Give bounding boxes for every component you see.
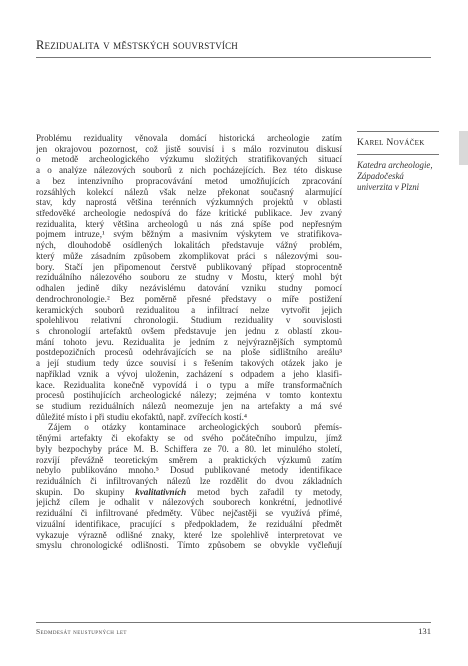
body-line: dendrochronologie.² Bez poměrně přesné představy o míře postižení bbox=[36, 293, 342, 304]
body-line-part: metod bych zařadil ty metody, bbox=[197, 486, 342, 497]
body-line: odhalen jedině díky nezávislému datování vzniku studny pomocí bbox=[36, 283, 342, 294]
chapter-title: Rezidualita v městských souvrstvích bbox=[36, 38, 238, 52]
body-line: nebylo publikováno mnoho.⁵ Dosud publikované metody identifikace bbox=[36, 465, 342, 476]
article-body bbox=[36, 133, 342, 551]
running-footer-title: Sedmdesát neustupných let bbox=[36, 627, 127, 636]
page-number: 131 bbox=[418, 626, 431, 636]
footer-divider bbox=[36, 622, 431, 623]
body-line: bory. Stačí jen připomenout čerstvě publikovaný případ stoprocentně bbox=[36, 261, 342, 272]
body-line: jejichž cílem je odhalit v nálezových souborech konkrétní, jednotlivé bbox=[36, 497, 342, 508]
title-divider bbox=[36, 57, 431, 58]
body-line: středověké archeologie nedospívá do fáze kritické publikace. Jev zvaný bbox=[36, 208, 342, 219]
body-line: rozvíjí převážně teoretickým směrem a praktických výzkumů zatím bbox=[36, 454, 342, 465]
body-line: a o analýze nálezových souborů z nich pocházejících. Bez této diskuse bbox=[36, 165, 342, 176]
body-line: byly bezpochyby práce M. B. Schiffera ze 70. a 80. let minulého století, bbox=[36, 443, 342, 454]
body-line: postdepozičních procesů odehrávajících se na ploše sídlištního areálu³ bbox=[36, 347, 342, 358]
body-line: Zájem o otázky kontaminace archeologických souborů přemís- bbox=[48, 422, 342, 433]
author-block bbox=[357, 133, 437, 193]
body-line: reziduální či infiltrované předměty. Vůbec nejčastěji se využívá přímé, bbox=[36, 508, 342, 519]
emphasis-word: kvalitativních bbox=[135, 486, 187, 497]
body-line: se studium reziduálních nálezů neomezuje jen na artefakty a má své bbox=[36, 400, 342, 411]
body-line: vizuální identifikace, pracující s předpokladem, že reziduální předmět bbox=[36, 518, 342, 529]
author-top-divider bbox=[357, 131, 439, 132]
body-line: smyslu chronologické odlišnosti. Tímto způsobem se obvykle vyčleňují bbox=[36, 540, 342, 551]
body-line: s chronologií artefaktů ovšem představuje jen jednu z oblastí zkou- bbox=[36, 325, 342, 336]
affiliation-line: Katedra archeologie, bbox=[357, 160, 433, 170]
body-line: těnými artefakty či ekofakty se od svého počátečního impulzu, jímž bbox=[36, 433, 342, 444]
body-line: stav, kdy naprostá většina terénních výzkumných projektů v oblasti bbox=[36, 197, 342, 208]
body-line: spolehlivou relativní chronologii. Studium reziduality v souvislosti bbox=[36, 315, 342, 326]
body-line: například vznik a vývoj uloženin, zacházení s odpadem a jeho klasifi- bbox=[36, 368, 342, 379]
affiliation-line: univerzita v Plzni bbox=[357, 182, 420, 192]
body-line: důležité místo i při studiu ekofaktů, např. zvířecích kostí.⁴ bbox=[36, 411, 248, 422]
body-line: kace. Rezidualita konečně vypovídá i o typu a míře transformačních bbox=[36, 379, 342, 390]
body-line: a její studium tedy úzce souvisí i s řešením takových otázek jako je bbox=[36, 358, 342, 369]
author-affiliation bbox=[357, 160, 437, 193]
affiliation-line: Západočeská bbox=[357, 171, 404, 181]
body-line-part: skupin. Do skupiny bbox=[36, 486, 125, 497]
author-name: Karel Nováček bbox=[357, 137, 425, 148]
body-line: o metodě archeologického výzkumu složitých stratifikovaných situací bbox=[36, 154, 342, 165]
body-line: ných, dlouhodobě osídlených lokalitách představuje vážný problém, bbox=[36, 240, 342, 251]
page-edge-tab bbox=[459, 131, 468, 165]
body-line: vykazuje výrazně odlišné znaky, které lze spolehlivě interpretovat ve bbox=[36, 529, 342, 540]
author-divider bbox=[357, 154, 439, 155]
body-line: procesů postihujících archeologické nálezy; zejména v tomto kontextu bbox=[36, 390, 342, 401]
body-line: a bez intenzivního propracovávání metod umožňujících zpracování bbox=[36, 175, 342, 186]
body-line: mání tohoto jevu. Rezidualita je jedním z nejvýraznějších symptomů bbox=[36, 336, 342, 347]
body-line: keramických souborů rezidualitou a infiltrací nelze vytvořit jejich bbox=[36, 304, 342, 315]
body-line: reziduálních či infiltrovaných nálezů lze rozdělit do dvou základních bbox=[36, 476, 342, 486]
body-line: reziduálního nálezového souboru ze studny v Mostu, který mohl být bbox=[36, 272, 342, 283]
body-line: Problému reziduality věnovala domácí historická archeologie zatím bbox=[36, 133, 342, 143]
body-line: jen okrajovou pozornost, což jistě souvisí i s málo rozvinutou diskusí bbox=[36, 143, 342, 154]
body-line: pojmem intruze,¹ svým běžným a masivním výskytem ve stratifikova- bbox=[36, 229, 342, 240]
body-line: který může zásadním způsobem zkomplikovat práci s nálezovými sou- bbox=[36, 250, 342, 261]
body-line-with-emphasis bbox=[36, 487, 342, 498]
body-line: rozsáhlých kolekcí nálezů však nelze překonat současný alarmující bbox=[36, 186, 342, 197]
body-line: rezidualita, který většina archeologů u nás zná spíše pod nepřesným bbox=[36, 218, 342, 229]
